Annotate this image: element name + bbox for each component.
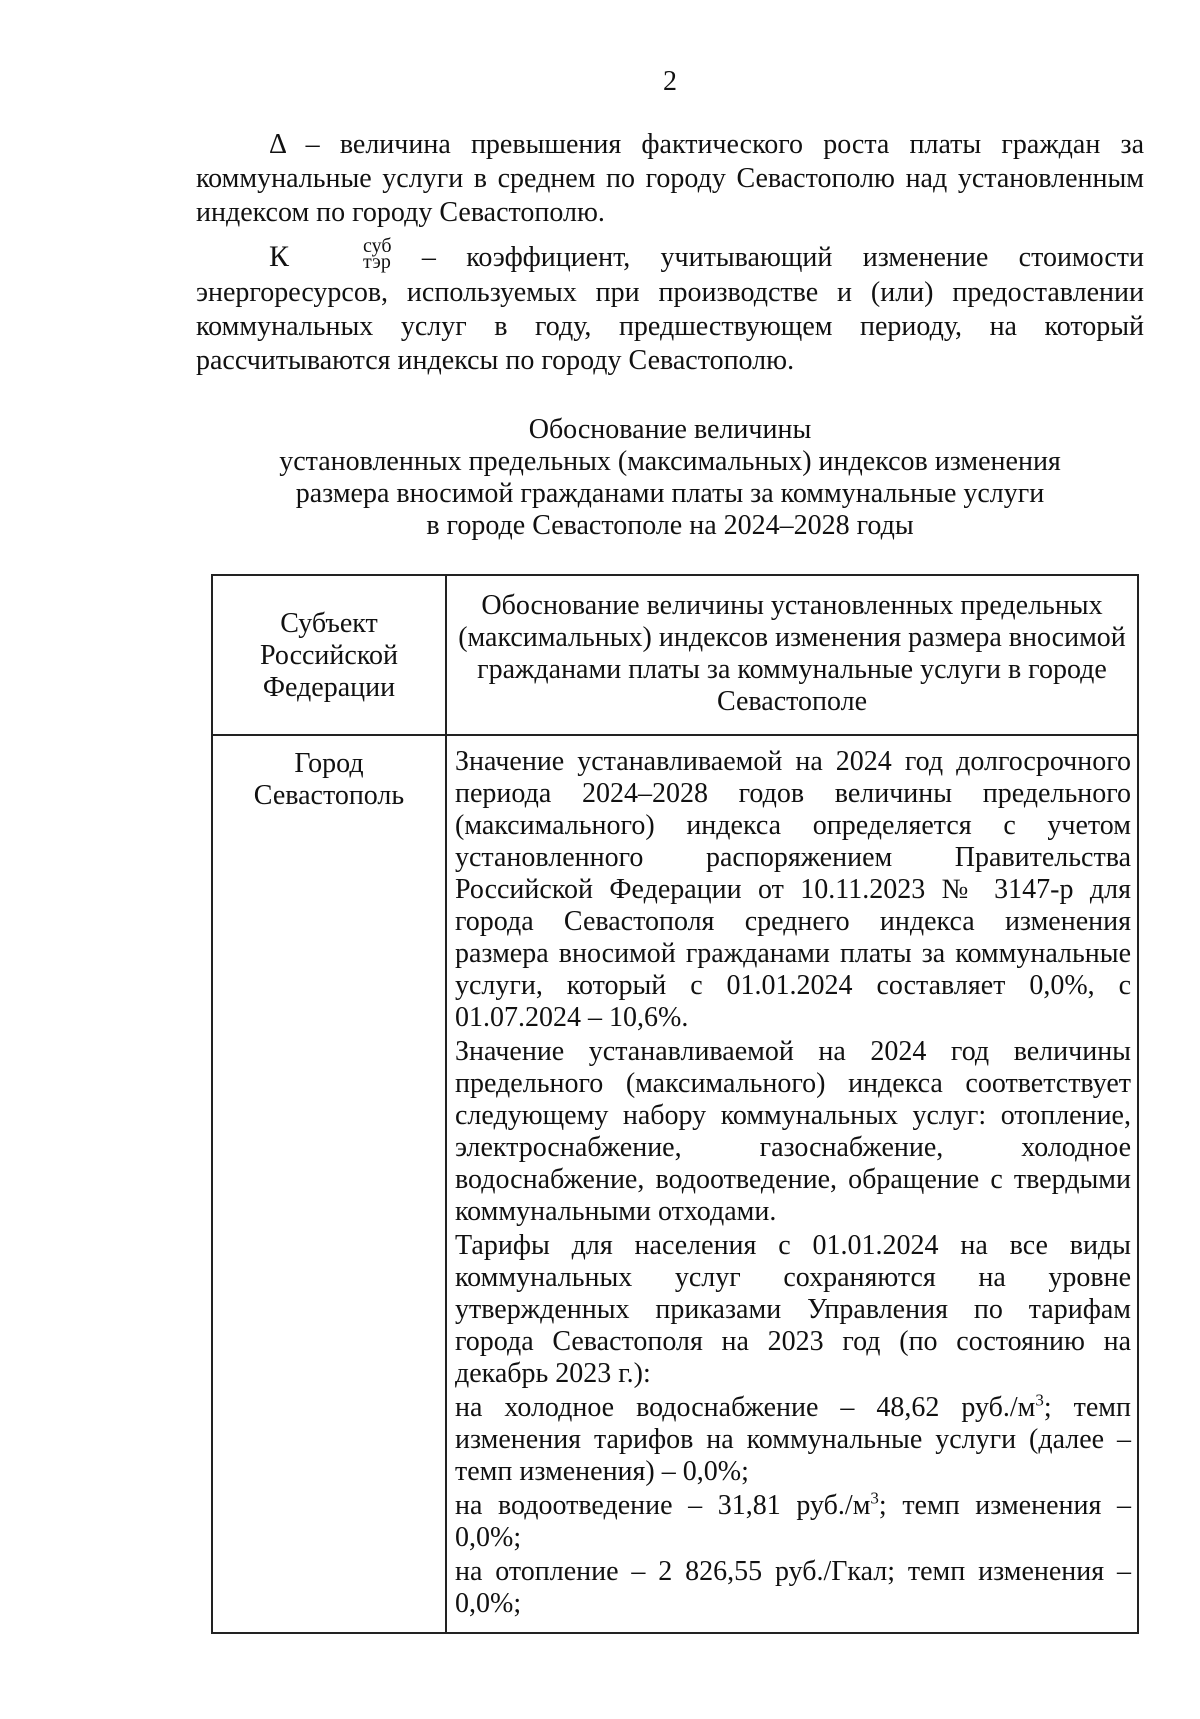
heading-line-1: Обоснование величины (528, 414, 812, 445)
justification-table (211, 574, 1139, 1634)
page-number: 2 (663, 66, 677, 97)
cell-subject: Город Севастополь (212, 735, 446, 1633)
k-coefficient-symbol: К (269, 240, 290, 273)
tariff-wastewater (455, 1490, 1131, 1554)
tariff-wastewater-text: на водоотведение – 31,81 руб./м (455, 1490, 871, 1521)
header-subject: Субъект Российской Федерации (212, 575, 446, 735)
k-coefficient-definition-text: – коэффициент, учитывающий изменение стоимости энергоресурсов, используемых при производстве и (или) предоставлении коммунальных услуг в году, предшествующем периоду, на который рассчитываются индексы по городу Севастополю. (196, 242, 1144, 376)
heading-line-2: установленных предельных (максимальных) индексов изменения (279, 446, 1061, 477)
table-header-row (212, 575, 1138, 735)
section-heading (196, 414, 1144, 542)
justification-paragraph-index: Значение устанавливаемой на 2024 год долгосрочного периода 2024–2028 годов величины предельного (максимального) индекса определяется с учетом установленного распоряжением Правительства Российской Федерации от 10.11.2023 № 3147-р для города Севастополя среднего индекса изменения размера вносимой гражданами платы за коммунальные услуги, который с 01.01.2024 составляет 0,0%, с 01.07.2024 – 10,6%. (455, 746, 1131, 1033)
justification-paragraph-services: Значение устанавливаемой на 2024 год величины предельного (максимального) индекса соответствует следующему набору коммунальных услуг: отопление, электроснабжение, газоснабжение, холодное водоснабжение, водоотведение, обращение с твердыми коммунальными отходами. (455, 1036, 1131, 1227)
tariff-cold-water (455, 1392, 1131, 1488)
tariff-wastewater-unit-exponent: 3 (870, 1488, 879, 1508)
justification-paragraph-tariffs: Тарифы для населения с 01.01.2024 на все виды коммунальных услуг сохраняются на уровне утвержденных приказами Управления по тарифам города Севастополя на 2023 год (по состоянию на декабрь 2023 г.): (455, 1230, 1131, 1389)
header-justification: Обоснование величины установленных предельных (максимальных) индексов изменения размера вносимой гражданами платы за коммунальные услуги в городе Севастополе (446, 575, 1138, 735)
heading-line-3: размера вносимой гражданами платы за коммунальные услуги (295, 478, 1045, 509)
tariff-cold-water-rate: ; темп изменения тарифов на коммунальные услуги (далее – темп изменения) – 0,0%; (455, 1392, 1131, 1487)
k-coefficient-subscript: тэр (363, 250, 391, 273)
delta-definition-paragraph (196, 128, 1144, 230)
delta-symbol: Δ (269, 129, 286, 160)
delta-definition-text: – величина превышения фактического роста платы граждан за коммунальные услуги в среднем по городу Севастополю над установленным индексом по городу Севастополю. (196, 129, 1145, 228)
k-coefficient-definition-paragraph (196, 234, 1144, 378)
cell-justification (446, 735, 1138, 1633)
tariff-wastewater-rate: ; темп изменения – 0,0%; (455, 1490, 1131, 1553)
tariff-heating: на отопление – 2 826,55 руб./Гкал; темп изменения – 0,0%; (455, 1556, 1131, 1619)
k-coefficient-indices (290, 234, 392, 273)
tariff-cold-water-unit-exponent: 3 (1035, 1390, 1044, 1410)
k-coefficient-superscript: суб (363, 234, 392, 257)
tariff-cold-water-text: на холодное водоснабжение – 48,62 руб./м (455, 1392, 1036, 1423)
table-row (212, 735, 1138, 1633)
heading-line-4: в городе Севастополе на 2024–2028 годы (426, 510, 914, 541)
